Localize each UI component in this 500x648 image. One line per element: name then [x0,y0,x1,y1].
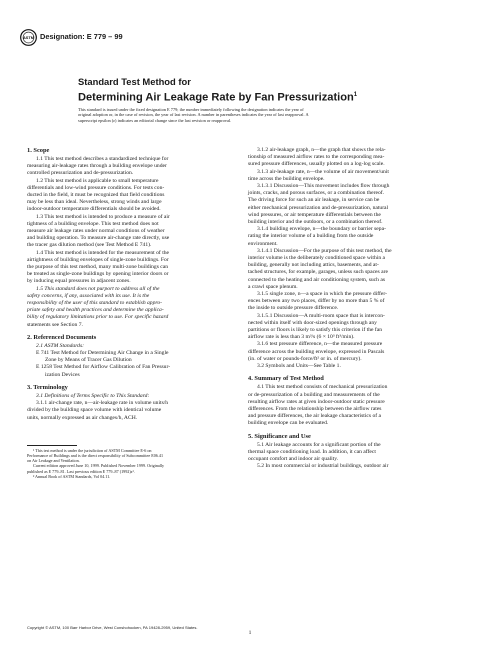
paragraph-line: resulting airflow rates at given indoor-outdoor static pressure [248,398,385,405]
paragraph-line: 3.1.4.1 Discussion—For the purpose of this test method, the [257,247,392,254]
paragraph-line: 1.1 This test method describes a standardized technique for [36,156,169,162]
paragraph-line: 3.1.1 air-change rate, n—air-leakage rate in volume units/h [36,400,169,407]
paragraph-line: 3.1.3 air-leakage rate, n—the volume of air movement/unit [257,168,389,175]
paragraph-line: (in. of water or pounds-force/ft² or in. of mercury). [248,355,362,362]
footnote-line: published as E 779–81. Last previous edition E 779–87 (1992)ε¹. [27,468,135,474]
paragraph-line [27,393,233,400]
footnote-rule [27,445,77,446]
paragraph-line: tionship of measured airflow rates to the corresponding mea- [248,154,385,161]
paragraph-line: 1.4 This test method is intended for the measurement of the [36,249,170,256]
italic-text: priate safety and health practices and determine the applica- [27,307,164,314]
italic-text: bility of regulatory limitations prior to use. For specific hazard [27,314,169,321]
paragraph-line: The driving force for such an air leakage, in service can be [248,197,380,204]
paragraph-line: the inside to outside pressure difference. [248,305,339,312]
paragraph-line: differentials and low-wind pressure conditions. For tests con- [27,184,165,191]
paragraph-line: 1.3 This test method is intended to produce a measure of air [36,213,170,220]
paragraph-line: ducted in the field, it must be recognized that field conditions [27,192,165,199]
paragraph-line: airflow rate is less than 3 m³/s (6 × 10³ ft³/min). [248,334,355,341]
paragraph-line: and pressure differences, the air leakage characteristics of a [248,413,381,420]
paragraph-line: ences between any two places, differ by no more than 5 % of [248,298,385,305]
intro-note [78,107,428,123]
paragraph-line: the tracer gas dilution method (see Test Method E 741). [27,242,152,249]
paragraph-line [27,286,233,293]
footnote-line: ¹ This test method is under the jurisdiction of ASTM Committee E-6 on [33,447,152,453]
paragraph-line: may be less than ideal. Nevertheless, strong winds and large [27,199,162,206]
paragraph-line: rating the interior volume of a building from the outside [248,233,374,240]
paragraph-line: be treated as single-zone buildings by opening interior doors or [27,271,169,278]
intro-line: superscript epsilon (ε) indicates an editorial change since the last revision or reapproval. [78,117,232,123]
italic-text: 3.1 Definitions of Terms Specific to This Standard: [36,392,150,399]
paragraph-line [27,293,233,300]
italic-text: 2.1 ASTM Standards: [36,342,85,349]
intro-line: original adoption or, in the case of revision, the year of last revision. A number in parentheses indicates the year of last reapproval. A [78,112,309,118]
title-line-2 [78,88,458,105]
footnote-line: Performance of Buildings and is the direct responsibility of Subcommittee E06.41 [27,452,164,458]
paragraph-line: 3.1.5.1 Discussion—A multi-room space that is intercon- [257,312,385,319]
paragraph-line: 3.1.2 air-leakage graph, n—the graph that shows the rela- [257,147,386,153]
reference-line: ization Devices [45,371,80,378]
copyright-notice: Copyright © ASTM, 100 Barr Harbor Drive, West Conshohocken, PA 19428-2959, United States. [27,625,198,630]
paragraph-line: time across the building envelope. [248,175,325,182]
logo-text: ASTM [22,35,35,41]
italic-text: responsibility of the user of this standard to establish appro- [27,300,163,307]
paragraph-line: 3.1.3.1 Discussion—This movement includes flow through [257,183,390,190]
paragraph-line: connected to the heating and air conditioning system, such as [248,276,386,283]
paragraph-line: divided by the building space volume with identical volume [27,407,162,414]
paragraph-line: 1.2 This test method is applicable to small temperature [36,177,159,184]
italic-text: safety concerns, if any, associated with its use. It is the [27,292,150,299]
section-heading-terminology: 3. Terminology [27,383,68,391]
paragraph-line: 4.1 This test method consists of mechanical pressurization [257,384,388,391]
paragraph-line: building, generally not including attics, basements, and at- [248,262,379,269]
left-column [27,147,233,479]
paragraph-line: measuring air-leakage rates through a building envelope under [27,163,167,170]
paragraph-line: airtightness of building envelopes of single-zone buildings. For [27,256,169,263]
paragraph-line: interior volume is the deliberately conditioned space within a [248,255,386,262]
reference-line: E 741 Test Method for Determining Air Change in a Single [36,350,169,357]
paragraph-line: statements see Section 7. [27,321,83,328]
paragraph-line [27,314,233,321]
paragraph-line: 3.2 Symbols and Units—See Table 1. [257,363,341,370]
section-heading-significance: 5. Significance and Use [248,432,311,440]
paragraph-line: and building operation. To measure air-change rate directly, use [27,235,170,242]
paragraph-line: either mechanical pressurization and de-pressurization, natural [248,204,389,211]
section-heading-summary: 4. Summary of Test Method [248,375,324,383]
section-heading-scope: 1. Scope [27,147,50,154]
footnote-line: ² Annual Book of ASTM Standards, Vol 04.11. [33,473,111,479]
reference-line: E 1258 Test Method for Airflow Calibration of Fan Pressur- [36,364,171,371]
paragraph-line: wind pressures, or air temperature differentials between the [248,211,381,218]
paragraph-line: building interior and the outdoors, or a combination thereof. [248,219,383,226]
paragraph-line: tightness of a building envelope. This test method does not [27,220,159,227]
italic-text: 1.5 This standard does not purport to address all of the [36,285,160,292]
paragraph-line: or de-pressurization of a building and measurements of the [248,391,380,398]
footnote-line: on Air Leakage and Ventilation. [27,458,80,464]
designation: Designation: E 779 – 99 [40,32,123,41]
paragraph-line: occupant comfort and indoor air quality. [248,455,339,462]
paragraph-line: sured pressure differences, usually plotted on a log-log scale. [248,161,385,168]
paragraph-line: building envelope can be evaluated. [248,420,329,427]
footnote-line: Current edition approved June 10, 1999. Published November 1999. Originally [33,463,165,469]
paragraph-line: thermal space conditioning load. In addition, it can affect [248,448,376,455]
title-block [78,76,458,105]
paragraph-line [27,343,233,350]
paragraph-line: partitions or floors is likely to satisfy this criterion if the fan [248,327,383,334]
section-heading-referenced-documents: 2. Referenced Documents [27,333,97,341]
paragraph-line: environment. [248,240,278,247]
paragraph-line: 3.1.4 building envelope, n—the boundary or barrier sepa- [257,226,386,233]
page-number: 1 [248,630,252,636]
right-column [248,147,460,470]
title-footnote-marker: 1 [353,92,358,98]
title-main: Determining Air Leakage Rate by Fan Pressurization [78,91,354,104]
paragraph-line: differences. From the relationship between the airflow rates [248,405,382,412]
paragraph-line: measure air leakage rates under normal conditions of weather [27,228,165,235]
paragraph-line: units, normally expressed as air changes/h, ACH. [27,414,138,421]
title-line-1: Standard Test Method for [78,76,191,87]
paragraph-line: the purpose of this test method, many multi-zone buildings can [27,264,169,271]
paragraph-line: difference across the building envelope, expressed in Pascals [248,348,385,355]
paragraph-line: joints, cracks, and porous surfaces, or a combination thereof. [248,190,385,197]
paragraph-line: indoor-outdoor temperature differentials should be avoided. [27,206,161,213]
paragraph-line: tached structures, for example, garages, unless such spaces are [248,269,388,276]
paragraph-line: a crawl space plenum. [248,283,298,290]
paragraph-line: 5.1 Air leakage accounts for a significant portion of the [257,441,381,448]
paragraph-line: 5.2 In most commercial or industrial buildings, outdoor air [257,463,389,470]
paragraph-line: by inducing equal pressures in adjacent zones. [27,278,131,285]
paragraph-line: controlled pressurization and de-pressurization. [27,170,134,177]
intro-line: This standard is issued under the fixed designation E 779; the number immediately following the designation indicates the year of [78,107,304,112]
reference-line: Zone by Means of Tracer Gas Dilution [45,357,132,364]
paragraph-line: nected within itself with door-sized openings through any [248,319,377,326]
astm-logo-icon [20,29,37,46]
paragraph-line: 3.1.6 test pressure difference, n—the measured pressure [257,341,383,348]
paragraph-line: 3.1.5 single zone, n—a space in which the pressure differ- [257,291,387,298]
